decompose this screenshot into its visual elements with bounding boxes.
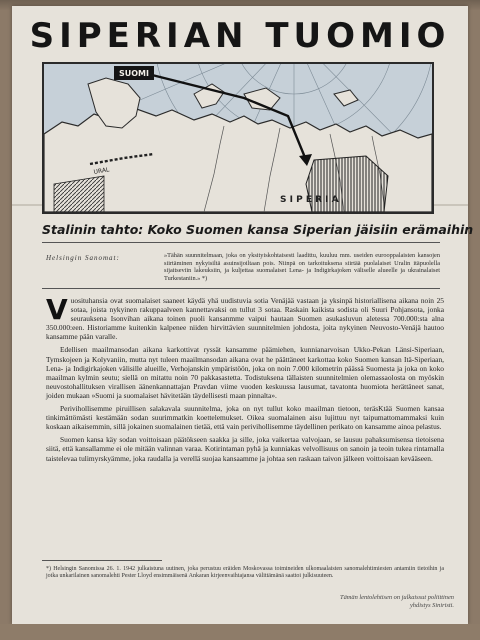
paragraph-3: Perivihollisemme piruillisen salakavala suunnitelma, joka on nyt tullut koko maailman tietoon, teräsKtää Suomen kansaa tinkimättömästi kestämään sodan suurimmatkin koettelemukset. Oikea suomalainen aisu lujittuu nyt taipumattomammaksi kuin koskaan aikaisemmin, sillä jokainen suomalainen tietää, että vain perivihollisemme täydellinen perikato on kansamme ainoa pelastus. (46, 404, 444, 432)
publisher-note: Tämän lentolehtisen on julkaissut poliittinen yhdistys Siniristi. (340, 594, 454, 609)
wall-background-bottom (0, 624, 480, 640)
ural-label: URAL (93, 166, 110, 176)
footnote: *) Helsingin Sanomissa 26. 1. 1942 julkaistuna uutinen, joka perustuu eräiden Moskovassa toimineiden ulkomaalaisten sanomalehtimiesten antamiin tietoihin ja jotka unkarilainen sanomalehti Pester Lloyd ensimmäisenä Ankaran kirjeenvaihtajansa välittämänä saattoi julkisuuteen. (46, 566, 444, 580)
siberia-map (42, 62, 434, 214)
poster-title: SIPERIAN TUOMIO (29, 16, 451, 56)
divider-top (42, 242, 440, 243)
poster-subtitle: Stalinin tahto: Koko Suomen kansa Siperian jäisiin erämaihin (42, 222, 474, 237)
drop-cap: V (46, 293, 68, 326)
map-illustration (44, 64, 432, 212)
quote-source: Helsingin Sanomat: (46, 254, 120, 262)
divider-quote (42, 288, 440, 289)
paragraph-1: Vuosituhansia ovat suomalaiset saaneet käydä yhä uudistuvia sotia Venäjää vastaan ja yksinpä historiallisena aikana noin 25 sotaa, joista nykyinen rakuppaalveen kannettavaksi on tullut 3 sotaa. Raskain kaikista sodista oli Suuri Pohjansota, jonka seurauksena Isonvihan aikana toinen puoli kansanmme vaipui hautaan Suomen asukasluvun aletessa 700.000:sta alna 350.000:een. Historiamme kuitenkin kalpenee niiden hirvittävien suunnitelmien johdosta, joita nykyinen Neuvosto-Venäjä hautoo kansamme pään varalle. (46, 293, 444, 342)
paragraph-4: Suomen kansa käy sodan voittoisaan päätökseen saakka ja sille, joka vaikertaa valvojaan, se lausuu pahaksumisensa tietoisena siitä, että kansallamme ei ole mitään valinnan varaa. Kotirintaman pyhä ja kunniakas velvollisuus on sanoin ja teoin tukea rintamalla taistelevaa tulimyrskyämme, joka raudalla ja verellä suojaa kansaamme ja johtaa sen raskaan taivon jälkeen voittoisaan kevääseen. (46, 435, 444, 463)
suomi-label: SUOMI (119, 69, 149, 78)
paragraph-2: Edellisen maailmansodan aikana karkottivat ryssät kansamme päämiehen, kunnianarvoisan Ukko-Pekan Länsi-Siperiaan, Tymskojeen ja Kolyvaniin, mutta nyt tuleen maailmansodan aikana ovat he päättäneet karkottaa koko Suomen kansan Itä-Siperiaan, Lena- ja Indigirkajoken välisille alueille, Verhojanskin ympäristöön, joka on noin 7.000 kilometrin päässä Suomesta ja joka on koko maailman kylmin seutu; siellä on mitattu noin 70 pakkasastetta. Todistuksena tällaisten suunnitelmien olemassaolosta on myöskin neuvostohallituksen virallisen äänenkannattajan Pravdan viime vuoden keskuussa lausumat, tavatonta huomiota herättäneet sanat, joiden mukaan »Suomi ja suomalaiset hävitetään täydellisesti maan pinnalta». (46, 345, 444, 400)
propaganda-poster (12, 6, 474, 624)
article-body (46, 293, 444, 467)
footnote-rule (42, 560, 162, 561)
siperia-label: S I P E R I A (280, 195, 339, 205)
quote-text: »Tähän suunnitelmaan, joka on yksityiskohtaisesti laadittu, kuuluu mm. useiden eurooppalaisten kansojen siirtäminen nykyisiltä asuinsijoiltaan pois. Niinpä on tarkoituksena siirtää puolalaiset Uralin itäpuolella sijaitseviin lakeuksiin, ja kuljettaa suomalaiset Lena- ja Indigirkajoken väliselle alueelle ja ukrainalaiset Turkestaniin.» *) (164, 252, 440, 282)
